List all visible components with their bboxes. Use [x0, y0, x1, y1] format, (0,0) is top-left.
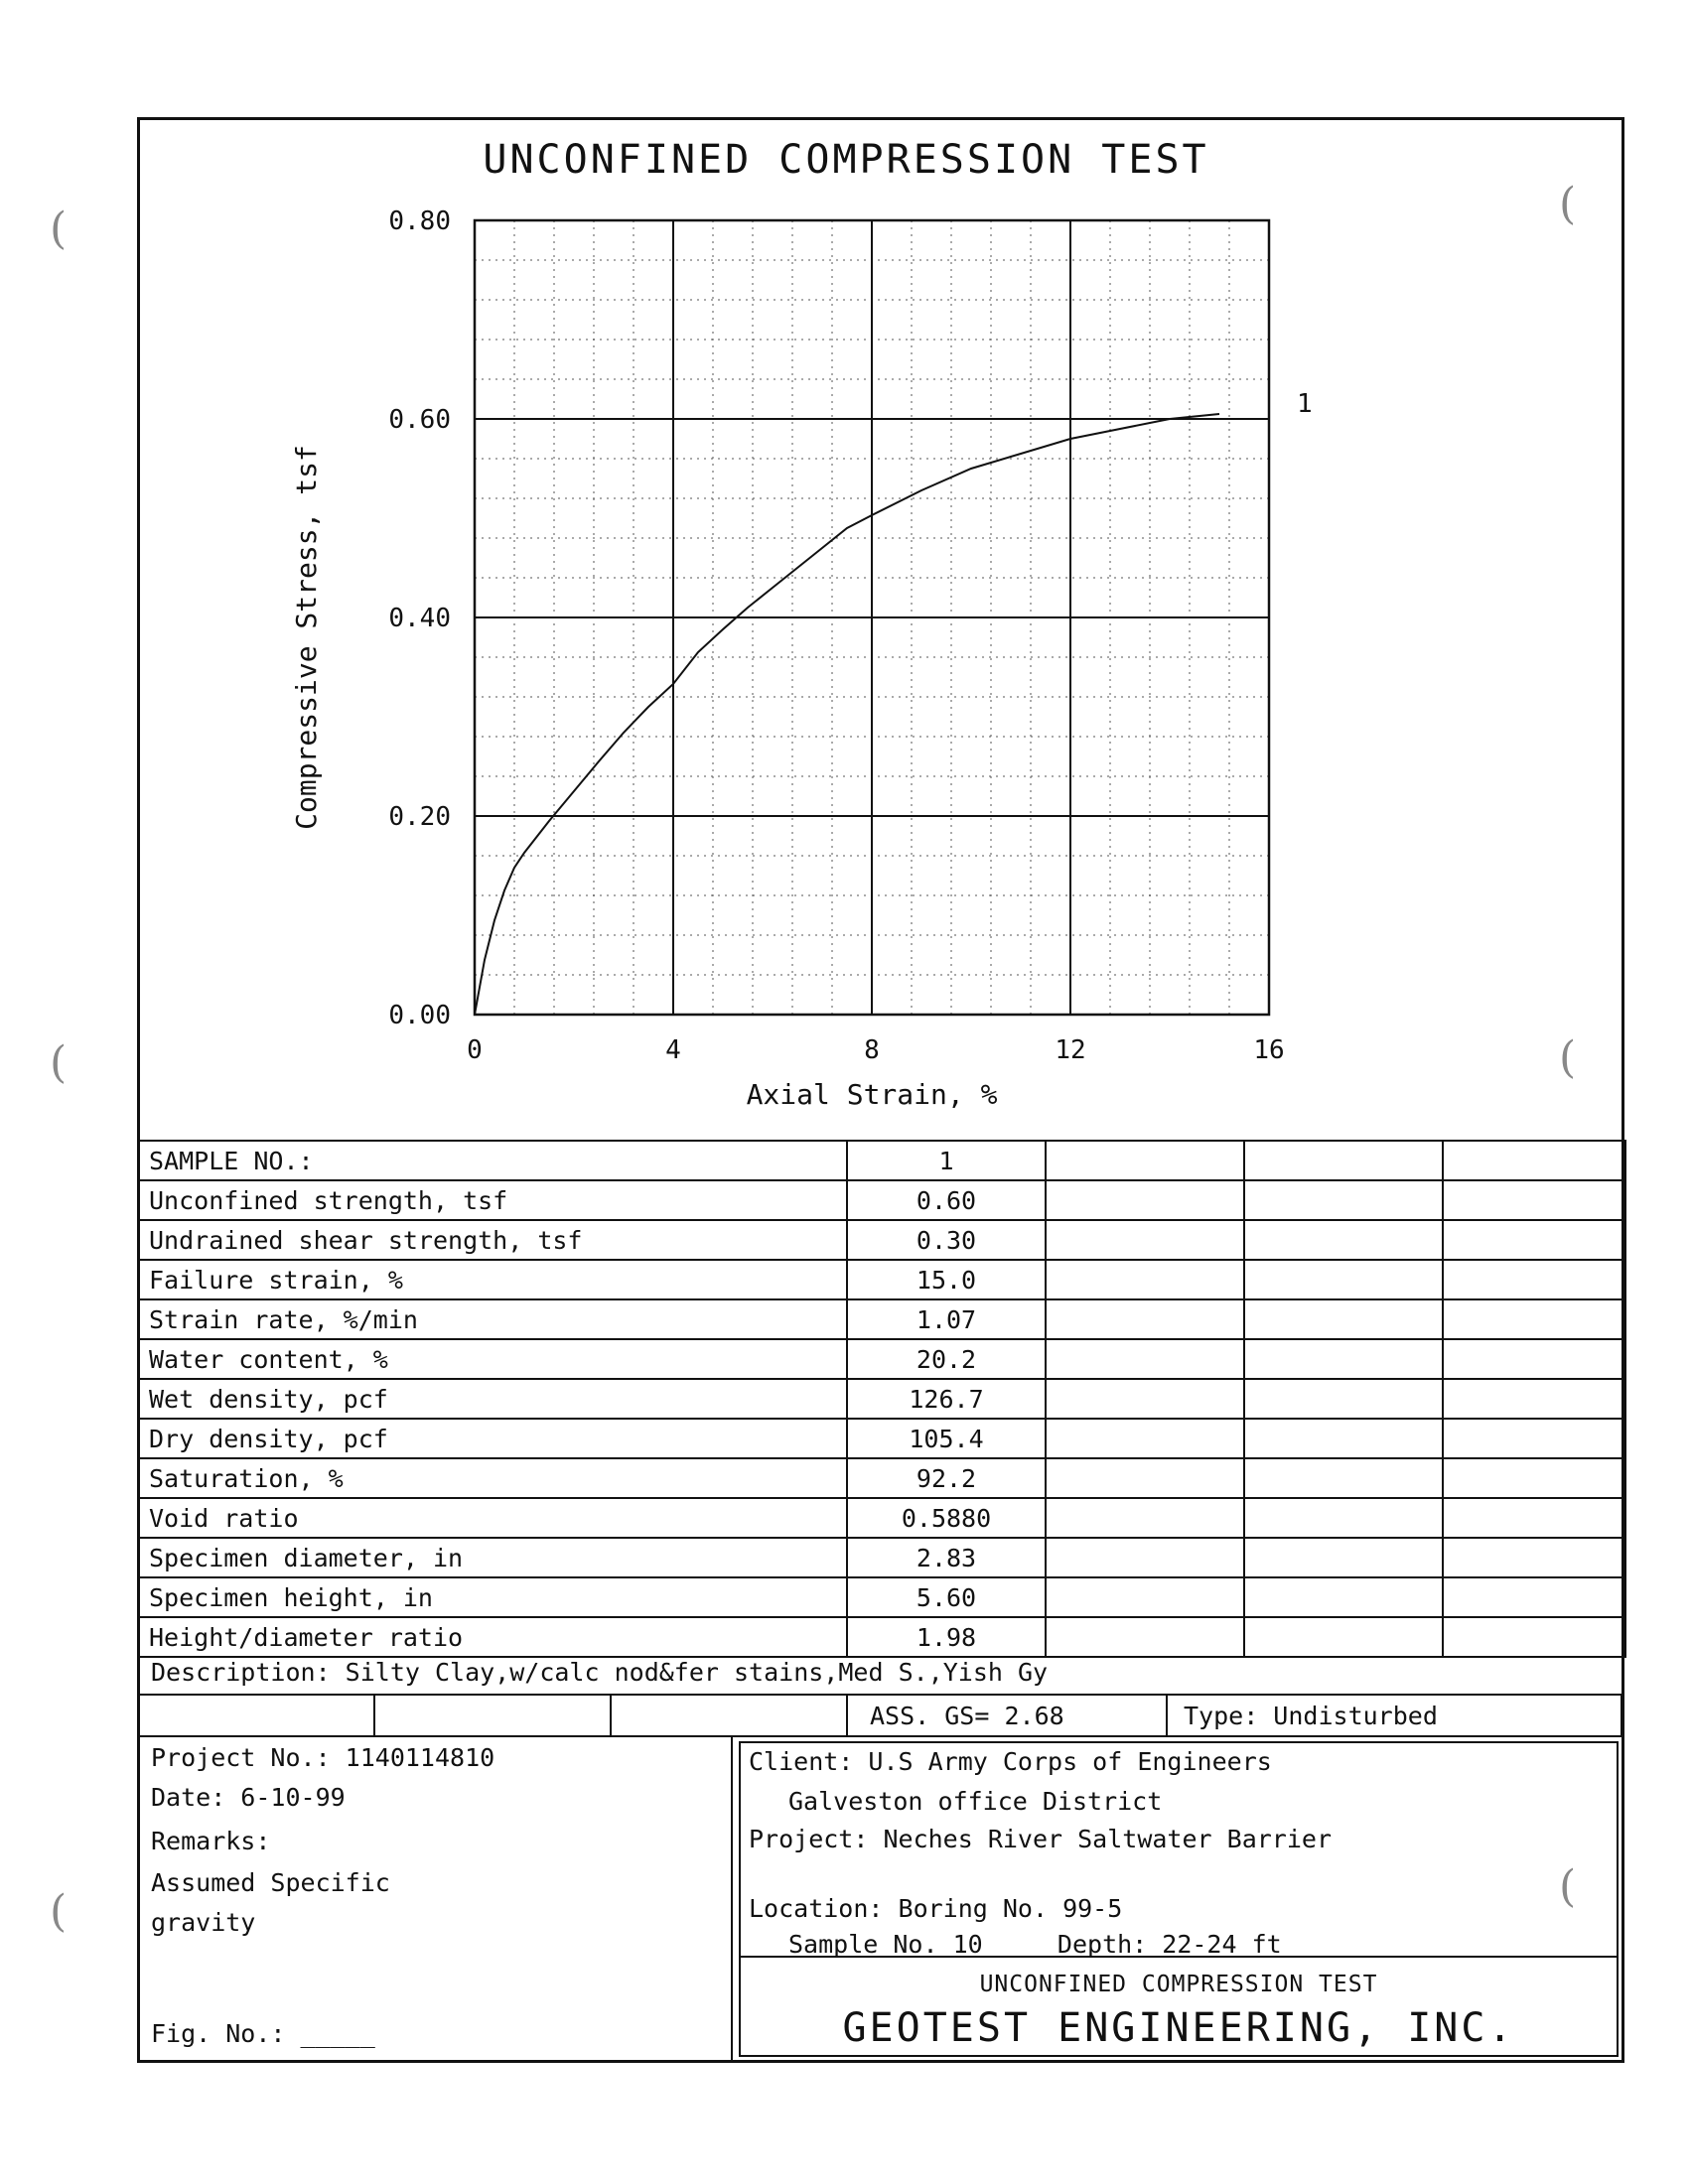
divider — [846, 1696, 848, 1737]
empty-cell — [1046, 1220, 1244, 1260]
fig-no: Fig. No.: _____ — [151, 2019, 375, 2048]
row-value: 0.30 — [847, 1220, 1046, 1260]
empty-cell — [1443, 1577, 1625, 1617]
title-block — [741, 1956, 1617, 2059]
table-row — [138, 1617, 1625, 1657]
y-tick-labels — [388, 206, 451, 1030]
row-value: 0.5880 — [847, 1498, 1046, 1538]
x-tick-labels — [467, 1035, 1284, 1065]
empty-cell — [1443, 1458, 1625, 1498]
x-tick-label: 12 — [1055, 1035, 1086, 1065]
empty-cell — [1443, 1220, 1625, 1260]
row-value: 20.2 — [847, 1339, 1046, 1379]
binder-mark: ( — [1559, 1861, 1577, 1912]
row-label: Saturation, % — [138, 1458, 847, 1498]
table-row — [138, 1458, 1625, 1498]
client: Client: U.S Army Corps of Engineers — [749, 1747, 1272, 1776]
description: Description: Silty Clay,w/calc nod&fer stains,Med S.,Yish Gy — [137, 1654, 1624, 1696]
empty-cell — [1443, 1299, 1625, 1339]
empty-cell — [1244, 1379, 1443, 1419]
chart-title: UNCONFINED COMPRESSION TEST — [483, 137, 1209, 183]
table-row — [138, 1299, 1625, 1339]
row-label: Void ratio — [138, 1498, 847, 1538]
series-label-1: 1 — [1297, 389, 1313, 419]
empty-cell — [1046, 1498, 1244, 1538]
empty-cell — [1443, 1538, 1625, 1577]
row-value: 2.83 — [847, 1538, 1046, 1577]
x-tick-label: 8 — [864, 1035, 880, 1065]
empty-cell — [1244, 1220, 1443, 1260]
binder-mark: ( — [50, 1886, 68, 1937]
empty-cell — [1046, 1538, 1244, 1577]
table-row — [138, 1577, 1625, 1617]
empty-cell — [1046, 1419, 1244, 1458]
remarks-line-1: Assumed Specific — [151, 1868, 390, 1897]
empty-cell — [1244, 1299, 1443, 1339]
divider — [1166, 1696, 1168, 1737]
y-tick-label: 0.40 — [388, 604, 451, 633]
y-axis-label: Compressive Stress, tsf — [290, 445, 323, 830]
row-label: Unconfined strength, tsf — [138, 1180, 847, 1220]
project-info — [137, 1737, 733, 2063]
client-info — [739, 1741, 1619, 2057]
y-tick-label: 0.60 — [388, 405, 451, 435]
row-label: Water content, % — [138, 1339, 847, 1379]
empty-cell — [1443, 1617, 1625, 1657]
row-label: Wet density, pcf — [138, 1379, 847, 1419]
row-label: Failure strain, % — [138, 1260, 847, 1299]
empty-cell — [1244, 1458, 1443, 1498]
divider — [1621, 1696, 1622, 1737]
empty-cell — [1046, 1260, 1244, 1299]
x-tick-label: 16 — [1253, 1035, 1285, 1065]
table-header-row — [138, 1141, 1625, 1180]
empty-cell — [1443, 1379, 1625, 1419]
empty-cell — [1046, 1141, 1244, 1180]
empty-cell — [1244, 1617, 1443, 1657]
report-title: UNCONFINED COMPRESSION TEST — [979, 1972, 1378, 1997]
empty-cell — [1046, 1458, 1244, 1498]
row-value: 1.98 — [847, 1617, 1046, 1657]
binder-mark: ( — [1559, 179, 1577, 229]
table-row — [138, 1180, 1625, 1220]
empty-cell — [1244, 1577, 1443, 1617]
row-label: Height/diameter ratio — [138, 1617, 847, 1657]
table-row — [138, 1498, 1625, 1538]
binder-mark: ( — [1559, 1032, 1577, 1083]
row-value: 126.7 — [847, 1379, 1046, 1419]
empty-cell — [1244, 1339, 1443, 1379]
row-label: Specimen height, in — [138, 1577, 847, 1617]
sample-depth: Sample No. 10 Depth: 22-24 ft — [788, 1930, 1282, 1959]
table-row — [138, 1220, 1625, 1260]
row-label: Undrained shear strength, tsf — [138, 1220, 847, 1260]
table-row — [138, 1339, 1625, 1379]
empty-cell — [1443, 1498, 1625, 1538]
company-name: GEOTEST ENGINEERING, INC. — [842, 2005, 1515, 2051]
x-tick-label: 0 — [467, 1035, 483, 1065]
specific-gravity: ASS. GS= 2.68 — [870, 1702, 1064, 1730]
y-tick-label: 0.00 — [388, 1001, 451, 1030]
empty-cell — [1046, 1577, 1244, 1617]
empty-cell — [1443, 1339, 1625, 1379]
empty-cell — [1443, 1260, 1625, 1299]
series-line-1 — [475, 414, 1219, 1015]
binder-mark: ( — [50, 1037, 68, 1088]
empty-cell — [1244, 1260, 1443, 1299]
row-value: 0.60 — [847, 1180, 1046, 1220]
empty-cell — [1244, 1180, 1443, 1220]
project: Project: Neches River Saltwater Barrier — [749, 1825, 1332, 1853]
row-label: Specimen diameter, in — [138, 1538, 847, 1577]
row-value: 15.0 — [847, 1260, 1046, 1299]
row-value: 1.07 — [847, 1299, 1046, 1339]
gs-type-row — [137, 1696, 1624, 1737]
row-value: 5.60 — [847, 1577, 1046, 1617]
binder-mark: ( — [50, 204, 68, 254]
sample-type: Type: Undisturbed — [1184, 1702, 1438, 1730]
empty-cell — [1244, 1419, 1443, 1458]
divider — [373, 1696, 375, 1737]
row-value: 92.2 — [847, 1458, 1046, 1498]
row-label: Strain rate, %/min — [138, 1299, 847, 1339]
x-tick-label: 4 — [665, 1035, 681, 1065]
remarks-label: Remarks: — [151, 1827, 271, 1855]
empty-cell — [1244, 1538, 1443, 1577]
empty-cell — [1244, 1141, 1443, 1180]
divider — [610, 1696, 612, 1737]
table-row — [138, 1419, 1625, 1458]
empty-cell — [1443, 1141, 1625, 1180]
y-tick-label: 0.80 — [388, 206, 451, 236]
empty-cell — [1244, 1498, 1443, 1538]
table-row — [138, 1379, 1625, 1419]
row-value: 105.4 — [847, 1419, 1046, 1458]
empty-cell — [1046, 1299, 1244, 1339]
y-tick-label: 0.20 — [388, 802, 451, 832]
empty-cell — [1046, 1180, 1244, 1220]
location: Location: Boring No. 99-5 — [749, 1894, 1123, 1923]
empty-cell — [1443, 1180, 1625, 1220]
table-row — [138, 1538, 1625, 1577]
row-label: Dry density, pcf — [138, 1419, 847, 1458]
date: Date: 6-10-99 — [151, 1783, 346, 1812]
properties-table — [137, 1140, 1626, 1658]
x-axis-label: Axial Strain, % — [746, 1078, 998, 1111]
empty-cell — [1046, 1339, 1244, 1379]
empty-cell — [1046, 1379, 1244, 1419]
empty-cell — [1443, 1419, 1625, 1458]
table-row — [138, 1260, 1625, 1299]
client-district: Galveston office District — [788, 1787, 1163, 1816]
empty-cell — [1046, 1617, 1244, 1657]
project-no: Project No.: 1140114810 — [151, 1743, 495, 1772]
sample-no-label: SAMPLE NO.: — [138, 1141, 847, 1180]
sample-no-value: 1 — [847, 1141, 1046, 1180]
remarks-line-2: gravity — [151, 1908, 256, 1937]
